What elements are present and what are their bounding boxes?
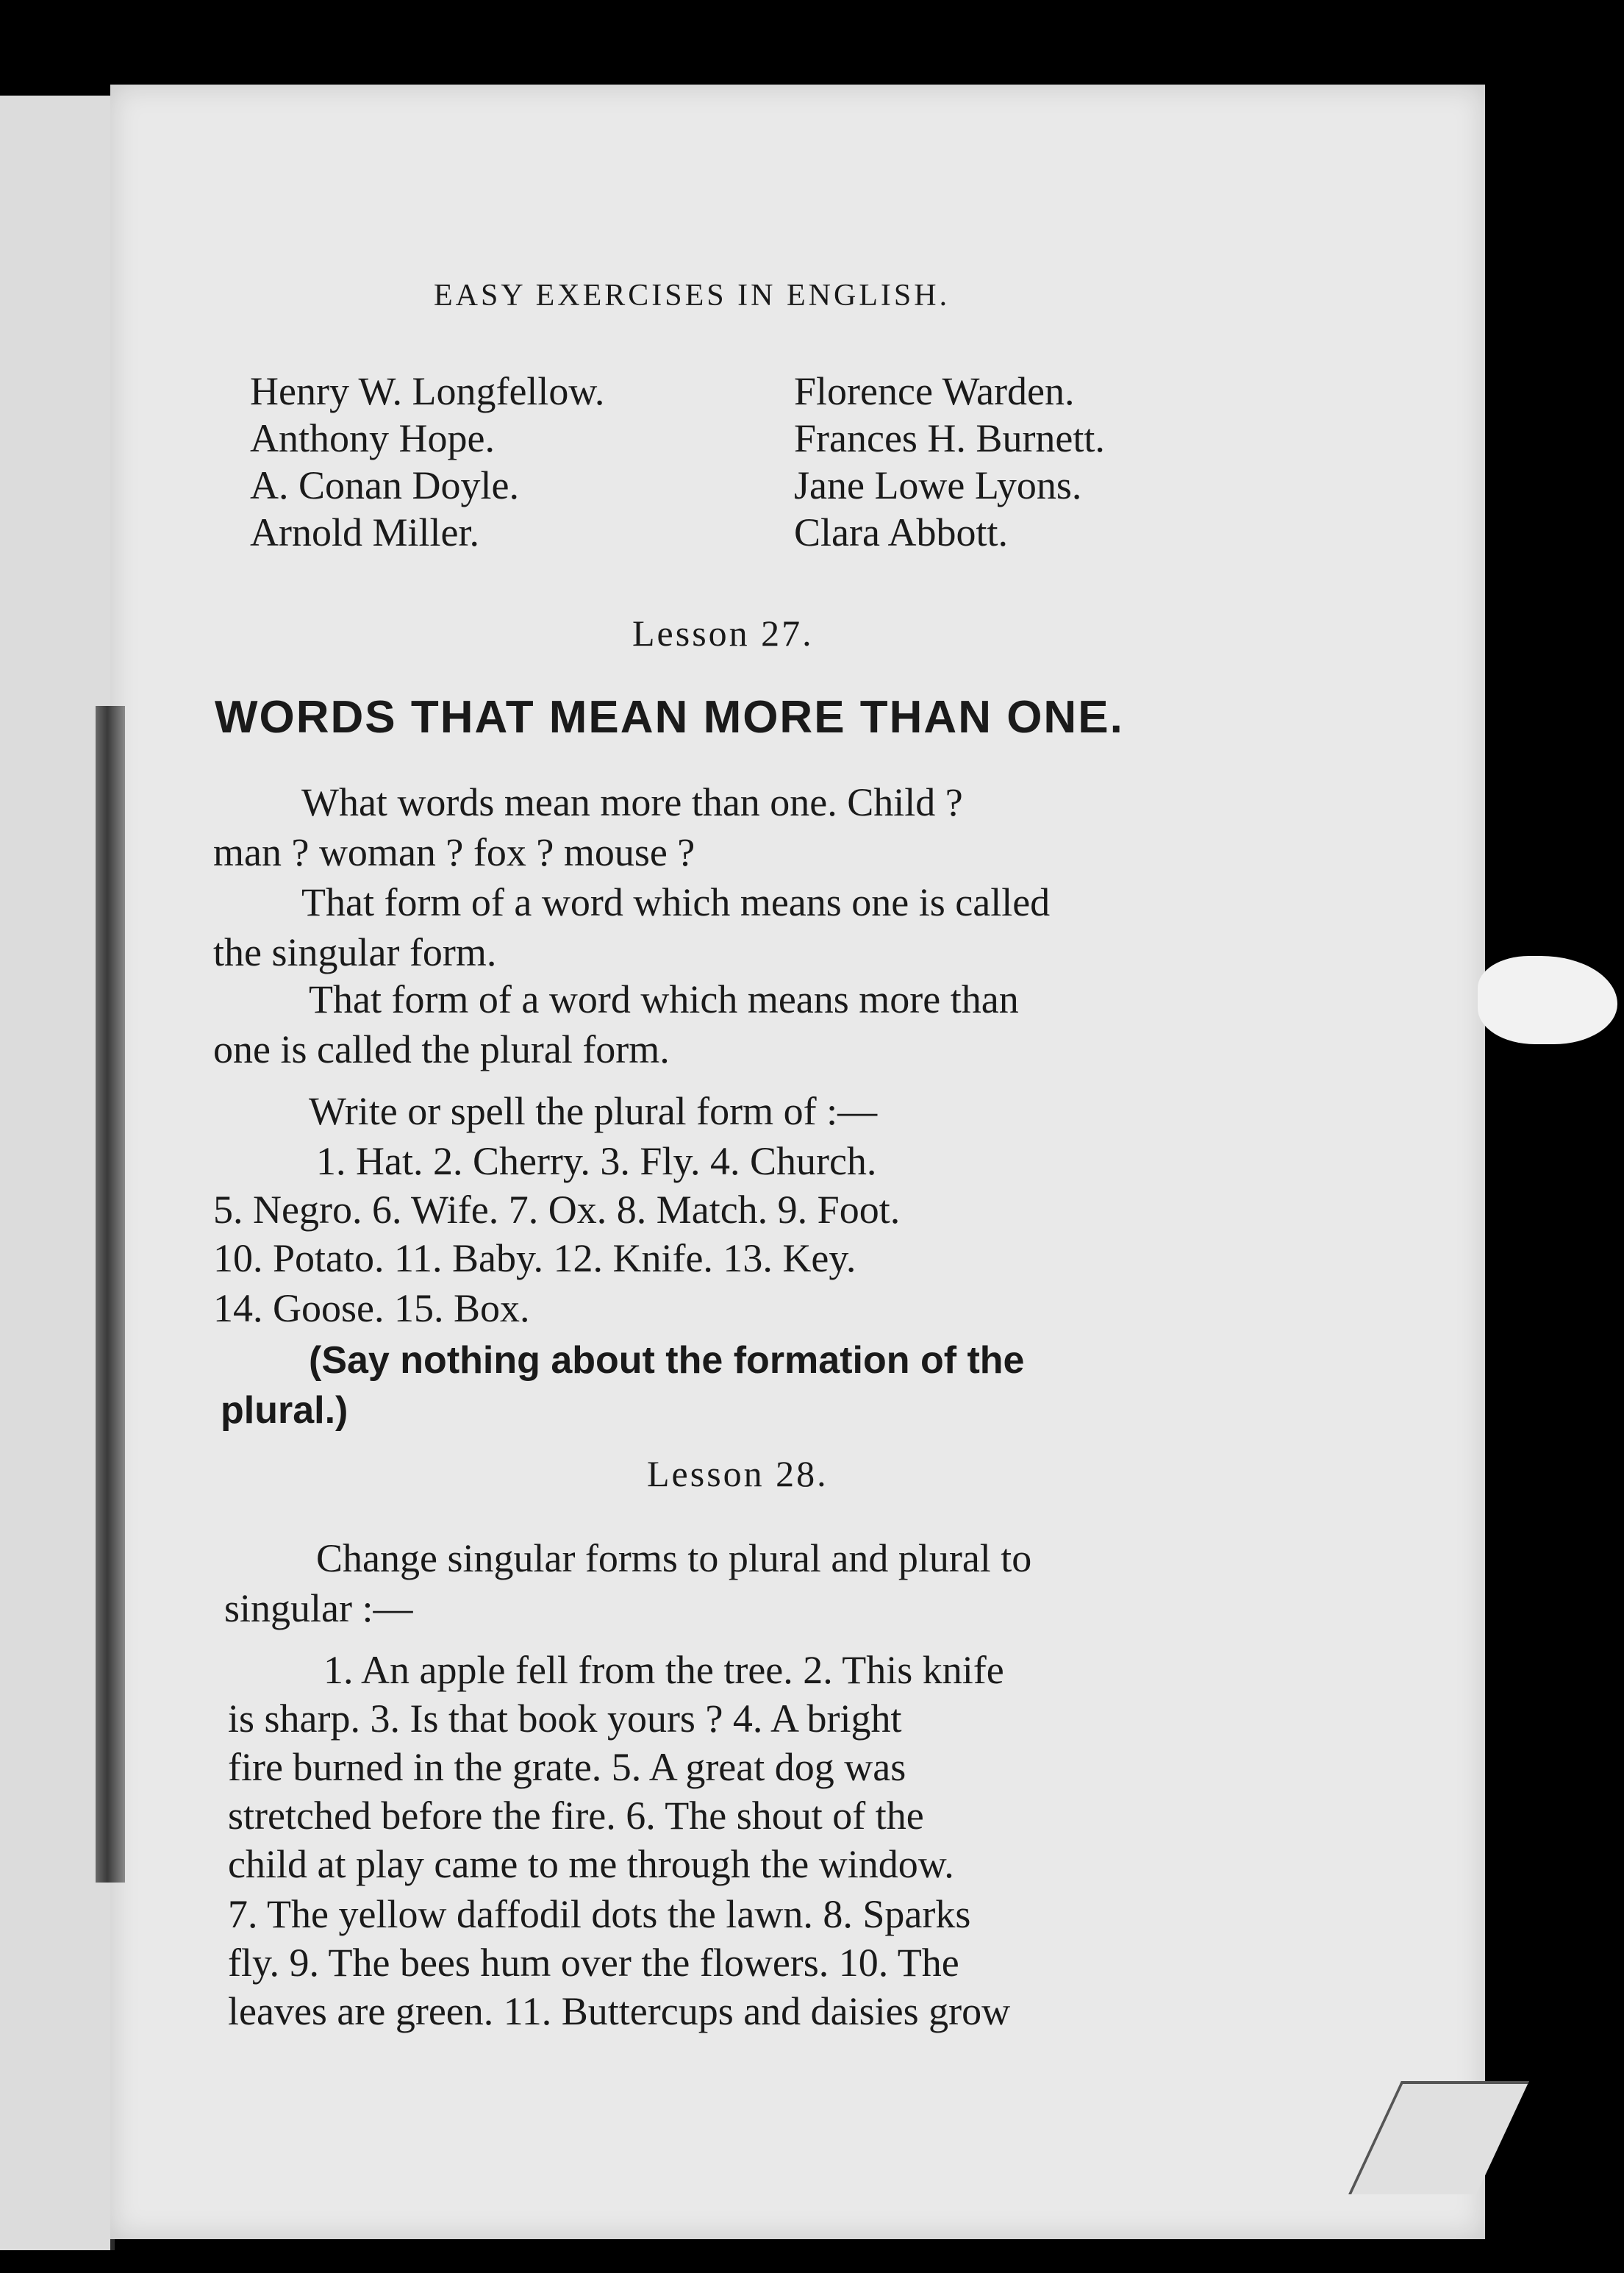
text-line: stretched before the fire. 6. The shout of the <box>228 1794 924 1838</box>
author-list-left <box>250 368 604 556</box>
author-name: Jane Lowe Lyons. <box>794 463 1082 507</box>
note-line: plural.) <box>221 1389 348 1432</box>
page-tear <box>1478 956 1617 1044</box>
author-name: Arnold Miller. <box>250 510 479 554</box>
text-line: is sharp. 3. Is that book yours ? 4. A bright <box>228 1696 902 1741</box>
lesson-28-heading: Lesson 28. <box>647 1453 829 1494</box>
binding-shadow <box>96 706 125 1883</box>
text-line: Write or spell the plural form of :— <box>309 1089 878 1133</box>
text-line: singular :— <box>224 1586 413 1630</box>
author-name: Anthony Hope. <box>250 416 495 460</box>
text-line: fire burned in the grate. 5. A great dog was <box>228 1745 906 1789</box>
author-name: Florence Warden. <box>794 369 1075 413</box>
author-name: Frances H. Burnett. <box>794 416 1105 460</box>
text-line: That form of a word which means more than <box>309 977 1019 1021</box>
text-line: 5. Negro. 6. Wife. 7. Ox. 8. Match. 9. Foot. <box>213 1188 901 1232</box>
text-line: 1. An apple fell from the tree. 2. This knife <box>323 1648 1004 1692</box>
text-line: Change singular forms to plural and plural to <box>316 1536 1032 1580</box>
author-list-right <box>794 368 1105 556</box>
author-name: Clara Abbott. <box>794 510 1008 554</box>
text-line: the singular form. <box>213 930 497 974</box>
text-line: That form of a word which means one is called <box>301 880 1051 924</box>
text-line: 1. Hat. 2. Cherry. 3. Fly. 4. Church. <box>316 1139 877 1183</box>
note-line: (Say nothing about the formation of the <box>309 1339 1025 1382</box>
text-line: 7. The yellow daffodil dots the lawn. 8. Sparks <box>228 1892 971 1936</box>
text-line: leaves are green. 11. Buttercups and daisies grow <box>228 1989 1011 2033</box>
author-name: A. Conan Doyle. <box>250 463 519 507</box>
text-line: child at play came to me through the window. <box>228 1842 954 1886</box>
text-line: 10. Potato. 11. Baby. 12. Knife. 13. Key. <box>213 1236 856 1280</box>
text-line: 14. Goose. 15. Box. <box>213 1286 530 1330</box>
text-line: man ? woman ? fox ? mouse ? <box>213 830 695 874</box>
text-line: one is called the plural form. <box>213 1027 670 1071</box>
text-line: What words mean more than one. Child ? <box>301 780 963 824</box>
author-name: Henry W. Longfellow. <box>250 369 605 413</box>
lesson-27-heading: Lesson 27. <box>632 613 814 654</box>
text-line: fly. 9. The bees hum over the flowers. 10. The <box>228 1941 959 1985</box>
lesson-27-title: WORDS THAT MEAN MORE THAN ONE. <box>215 692 1124 743</box>
running-head: EASY EXERCISES IN ENGLISH. <box>434 279 951 313</box>
